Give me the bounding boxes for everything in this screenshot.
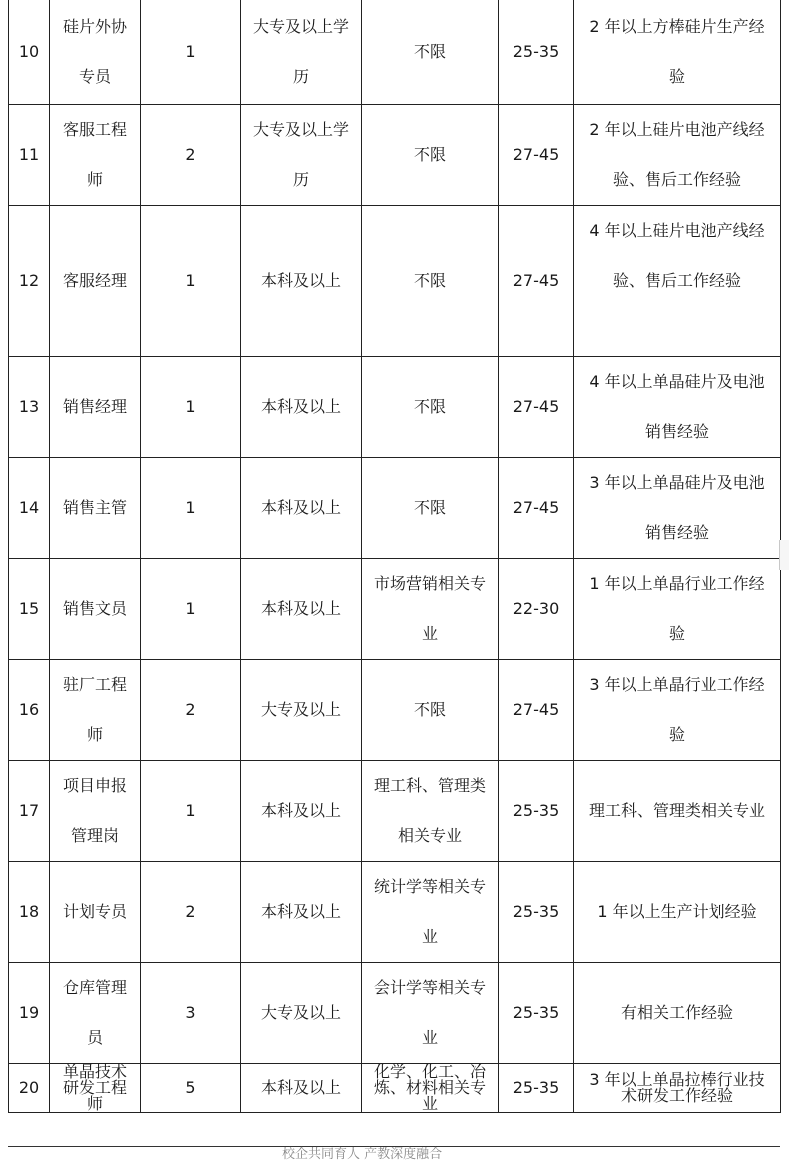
age-cell: 25-35 [499, 761, 574, 862]
headcount-cell: 1 [141, 559, 241, 660]
row-number: 18 [9, 862, 50, 963]
position-cell: 客服工程师 [50, 105, 141, 206]
requirement-cell: 3 年以上单晶行业工作经验 [574, 660, 781, 761]
row-number: 15 [9, 559, 50, 660]
education-cell: 大专及以上学历 [241, 105, 362, 206]
position-cell: 客服经理 [50, 206, 141, 357]
headcount-cell: 1 [141, 357, 241, 458]
major-cell: 不限 [362, 105, 499, 206]
table-row [9, 458, 781, 559]
major-cell: 不限 [362, 206, 499, 357]
table-row [9, 559, 781, 660]
position-cell: 驻厂工程师 [50, 660, 141, 761]
table-row [9, 963, 781, 1064]
footer-slogan: 校企共同育人 产教深度融合 [282, 1147, 443, 1162]
position-cell: 项目申报管理岗 [50, 761, 141, 862]
age-cell: 25-35 [499, 1064, 574, 1113]
position-cell: 计划专员 [50, 862, 141, 963]
row-number: 12 [9, 206, 50, 357]
age-cell: 27-45 [499, 206, 574, 357]
major-cell: 不限 [362, 660, 499, 761]
education-cell: 大专及以上学历 [241, 0, 362, 105]
table-row [9, 862, 781, 963]
requirement-cell: 2 年以上硅片电池产线经验、售后工作经验 [574, 105, 781, 206]
row-number: 19 [9, 963, 50, 1064]
row-number: 16 [9, 660, 50, 761]
position-cell: 销售主管 [50, 458, 141, 559]
major-cell: 会计学等相关专业 [362, 963, 499, 1064]
row-number: 13 [9, 357, 50, 458]
position-cell: 硅片外协专员 [50, 0, 141, 105]
row-number: 11 [9, 105, 50, 206]
age-cell: 22-30 [499, 559, 574, 660]
table-row [9, 0, 781, 105]
row-number: 14 [9, 458, 50, 559]
table-row [9, 206, 781, 357]
age-cell: 25-35 [499, 0, 574, 105]
table-row [9, 1064, 781, 1113]
age-cell: 25-35 [499, 862, 574, 963]
headcount-cell: 2 [141, 105, 241, 206]
table-row [9, 105, 781, 206]
headcount-cell: 1 [141, 206, 241, 357]
major-cell: 化学、化工、冶炼、材料相关专业 [362, 1064, 499, 1113]
major-cell: 不限 [362, 357, 499, 458]
table-row [9, 660, 781, 761]
requirement-cell: 4 年以上硅片电池产线经验、售后工作经验 [574, 206, 781, 357]
headcount-cell: 1 [141, 458, 241, 559]
major-cell: 统计学等相关专业 [362, 862, 499, 963]
education-cell: 大专及以上 [241, 660, 362, 761]
education-cell: 本科及以上 [241, 862, 362, 963]
education-cell: 大专及以上 [241, 963, 362, 1064]
requirement-cell: 4 年以上单晶硅片及电池销售经验 [574, 357, 781, 458]
age-cell: 25-35 [499, 963, 574, 1064]
requirement-cell: 3 年以上单晶拉棒行业技术研发工作经验 [574, 1064, 781, 1113]
row-number: 20 [9, 1064, 50, 1113]
age-cell: 27-45 [499, 660, 574, 761]
education-cell: 本科及以上 [241, 357, 362, 458]
requirement-cell: 1 年以上生产计划经验 [574, 862, 781, 963]
requirement-cell: 理工科、管理类相关专业 [574, 761, 781, 862]
recruitment-table [8, 0, 781, 1113]
headcount-cell: 1 [141, 0, 241, 105]
headcount-cell: 2 [141, 660, 241, 761]
position-cell: 单晶技术研发工程师 [50, 1064, 141, 1113]
education-cell: 本科及以上 [241, 559, 362, 660]
position-cell: 销售经理 [50, 357, 141, 458]
headcount-cell: 3 [141, 963, 241, 1064]
row-number: 10 [9, 0, 50, 105]
age-cell: 27-45 [499, 458, 574, 559]
headcount-cell: 1 [141, 761, 241, 862]
table-row [9, 357, 781, 458]
requirement-cell: 有相关工作经验 [574, 963, 781, 1064]
age-cell: 27-45 [499, 357, 574, 458]
major-cell: 市场营销相关专业 [362, 559, 499, 660]
requirement-cell: 3 年以上单晶硅片及电池销售经验 [574, 458, 781, 559]
major-cell: 不限 [362, 458, 499, 559]
education-cell: 本科及以上 [241, 761, 362, 862]
major-cell: 理工科、管理类相关专业 [362, 761, 499, 862]
education-cell: 本科及以上 [241, 458, 362, 559]
education-cell: 本科及以上 [241, 206, 362, 357]
position-cell: 销售文员 [50, 559, 141, 660]
age-cell: 27-45 [499, 105, 574, 206]
major-cell: 不限 [362, 0, 499, 105]
table-row [9, 761, 781, 862]
requirement-cell: 1 年以上单晶行业工作经验 [574, 559, 781, 660]
requirement-cell: 2 年以上方棒硅片生产经验 [574, 0, 781, 105]
headcount-cell: 5 [141, 1064, 241, 1113]
scroll-handle[interactable] [779, 540, 789, 570]
row-number: 17 [9, 761, 50, 862]
position-cell: 仓库管理员 [50, 963, 141, 1064]
education-cell: 本科及以上 [241, 1064, 362, 1113]
headcount-cell: 2 [141, 862, 241, 963]
